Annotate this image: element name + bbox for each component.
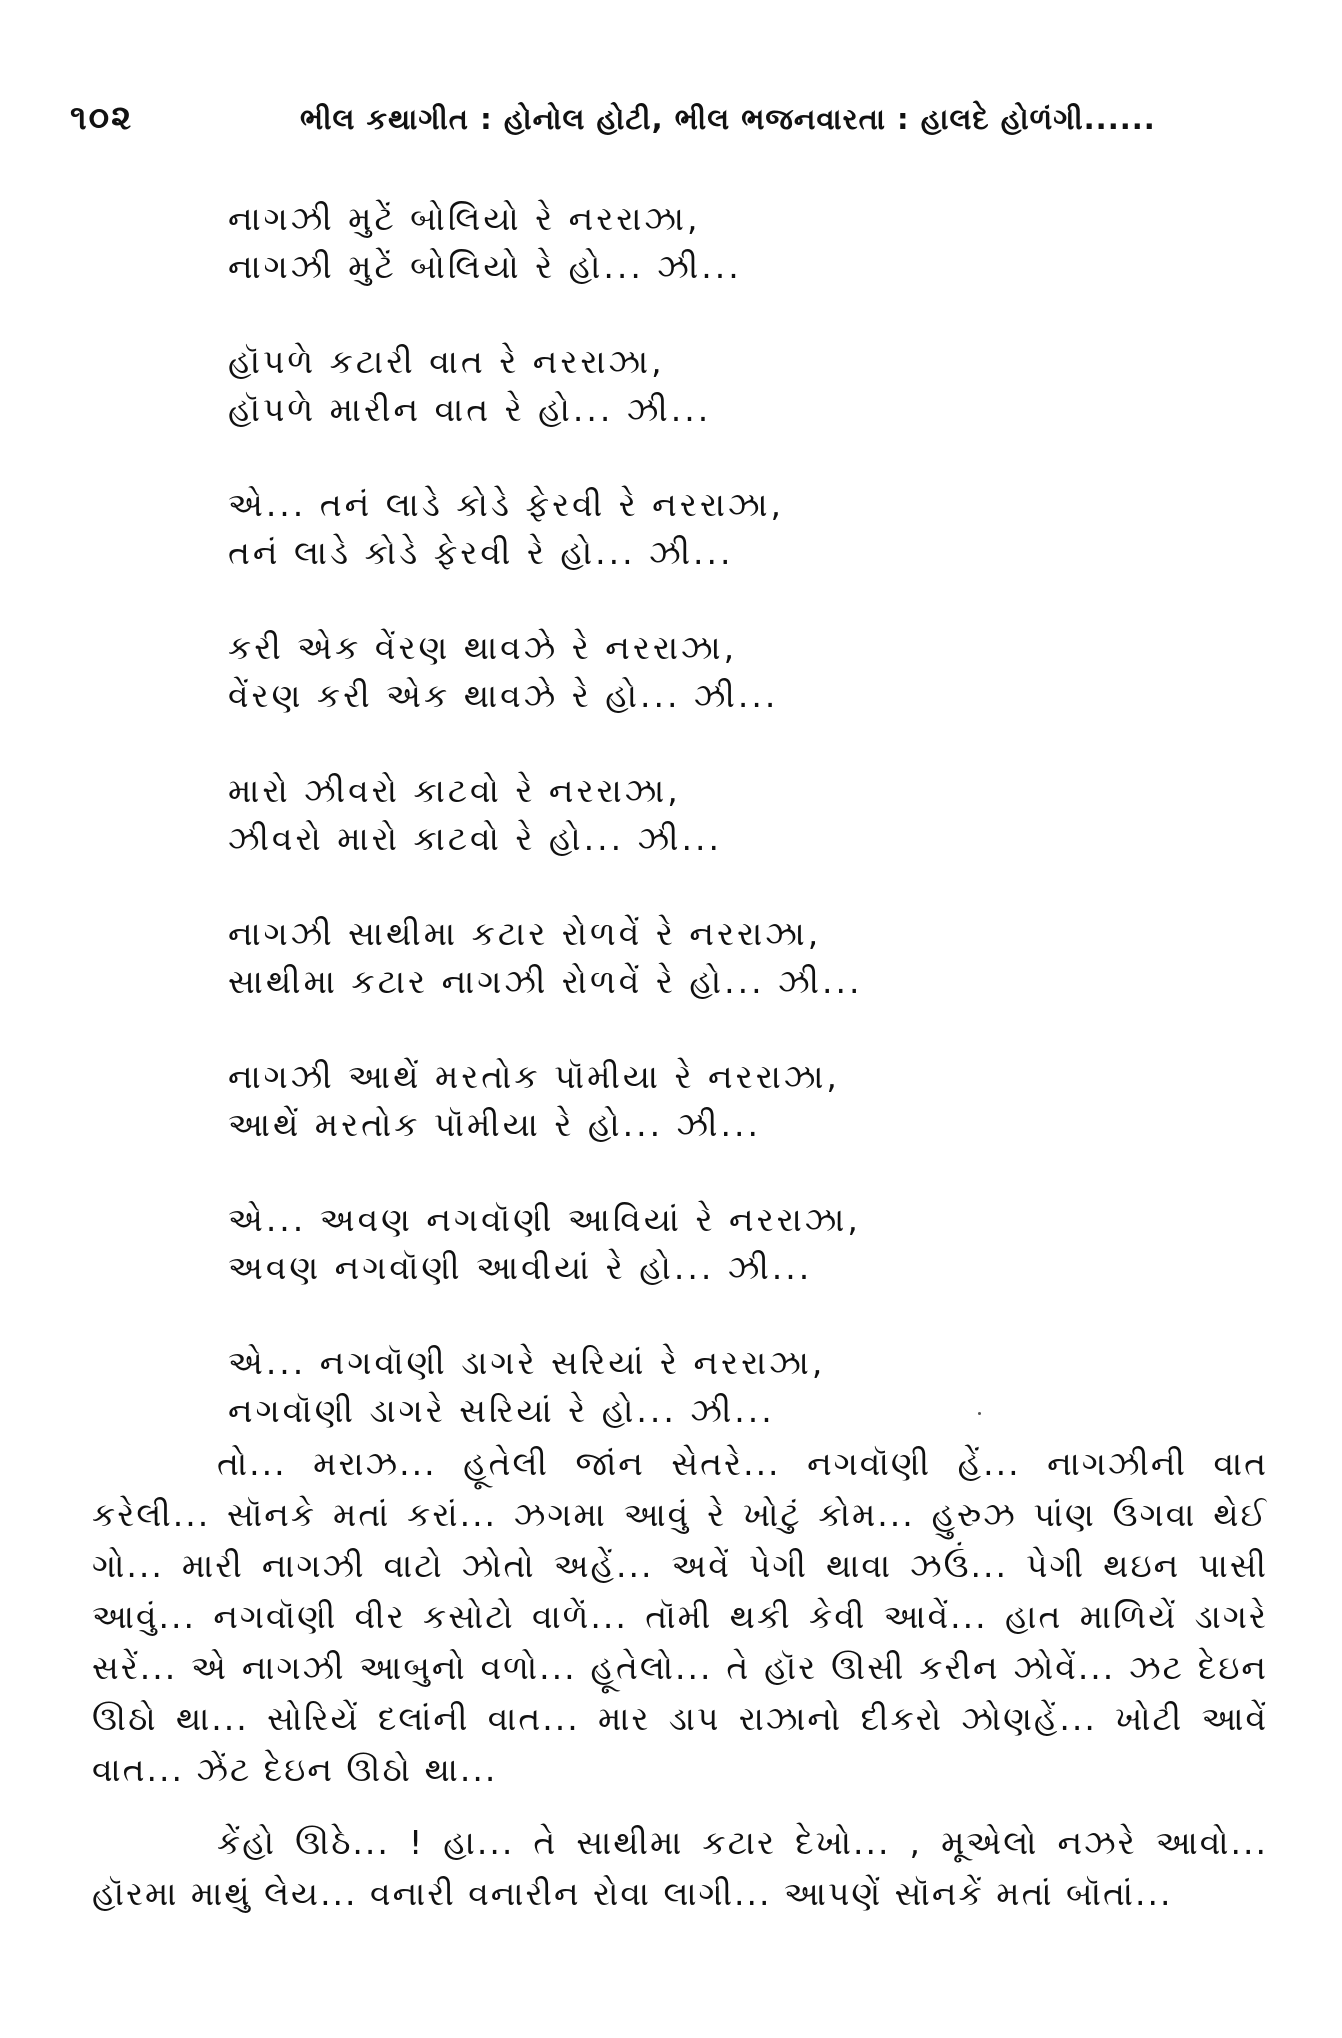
song-verses xyxy=(228,195,1268,1482)
stanza xyxy=(228,481,1268,624)
prose-paragraph: તો... મરાઝ... હૂતેલી જાંન સેતરે... નગવૉણી હેં... નાગઝીની વાત કરેલી... સૉનકે મતાં કરાં... ઝગમા આવું રે ખોટું કોમ... હુરુઝ પાંણ ઉગવા થેઈ ગો... મારી નાગઝી વાટો ઝોતો અહેં... અવેં પેગી થાવા ઝઉં... પેગી થઇન પાસી આવું... નગવૉણી વીર કસોટો વાળેં... તૉમી થકી કેવી આવેં... હાત માળિયેં ડાગરે સરેં... એ નાગઝી આબુનો વળો... હૂતેલો... તે હૉર ઊસી કરીન ઝોવેં... ઝટ દેઇન ઊઠો થા... સોરિયેં દલાંની વાત... માર ડાપ રાઝાનો દીકરો ઝોણહેં... ખોટી આવેં વાત... ઝેંટ દેઇન ઊઠો થા... xyxy=(92,1444,1268,1789)
verse-line: એ... તનં લાડે કોડે ફેરવી રે નરરાઝા, xyxy=(228,485,785,524)
verse-line: આથેં મરતોક પૉમીયા રે હો... ઝી... xyxy=(228,1105,761,1144)
verse-line: સાથીમા કટાર નાગઝી રોળવેં રે હો... ઝી... xyxy=(228,962,863,1001)
verse-line: નાગઝી મુટેં બોલિયો રે નરરાઝા, xyxy=(228,199,701,238)
prose-paragraph: કેંહો ઊઠે... ! હા... તે સાથીમા કટાર દેખો... , મૂએલો નઝરે આવો... હૉરમા માથું લેય... વનારી વનારીન રોવા લાગી... આપણેં સૉનકેં મતાં બૉતાં... xyxy=(92,1823,1268,1913)
verse-line: હૉપળે મારીન વાત રે હો... ઝી... xyxy=(228,390,712,429)
stanza xyxy=(228,195,1268,338)
verse-line: વેંરણ કરી એક થાવઝે રે હો... ઝી... xyxy=(228,676,779,715)
page-number: ૧૦૨ xyxy=(70,98,134,138)
verse-line: એ... નગવૉણી ડાગરે સરિયાં રે નરરાઝા, xyxy=(228,1343,826,1382)
verse-line: હૉપળે કટારી વાત રે નરરાઝા, xyxy=(228,342,665,381)
verse-line: એ... અવણ નગવૉણી આવિયાં રે નરરાઝા, xyxy=(228,1200,861,1239)
verse-line: અવણ નગવૉણી આવીયાં રે હો... ઝી... xyxy=(228,1248,813,1287)
page-header xyxy=(70,98,1270,142)
stanza xyxy=(228,1053,1268,1196)
prose-narration xyxy=(92,1438,1268,1919)
running-title: ભીલ કથાગીત : હોનોલ હોટી, ભીલ ભજનવારતા : હાલદે હોળંગી...... xyxy=(300,102,1156,136)
stanza xyxy=(228,910,1268,1053)
verse-line: નાગઝી મુટેં બોલિયો રે હો... ઝી... xyxy=(228,247,742,286)
print-speck xyxy=(978,1412,981,1415)
verse-line: કરી એક વેંરણ થાવઝે રે નરરાઝા, xyxy=(228,628,738,667)
stanza xyxy=(228,624,1268,767)
verse-line: ઝીવરો મારો કાટવો રે હો... ઝી... xyxy=(228,819,722,858)
stanza xyxy=(228,767,1268,910)
verse-line: મારો ઝીવરો કાટવો રે નરરાઝા, xyxy=(228,771,681,810)
verse-line: નગવૉણી ડાગરે સરિયાં રે હો... ઝી... xyxy=(228,1391,775,1430)
stanza xyxy=(228,1196,1268,1339)
verse-line: તનં લાડે કોડે ફેરવી રે હો... ઝી... xyxy=(228,533,734,572)
verse-line: નાગઝી સાથીમા કટાર રોળવેં રે નરરાઝા, xyxy=(228,914,822,953)
verse-line: નાગઝી આથેં મરતોક પૉમીયા રે નરરાઝા, xyxy=(228,1057,840,1096)
stanza xyxy=(228,338,1268,481)
